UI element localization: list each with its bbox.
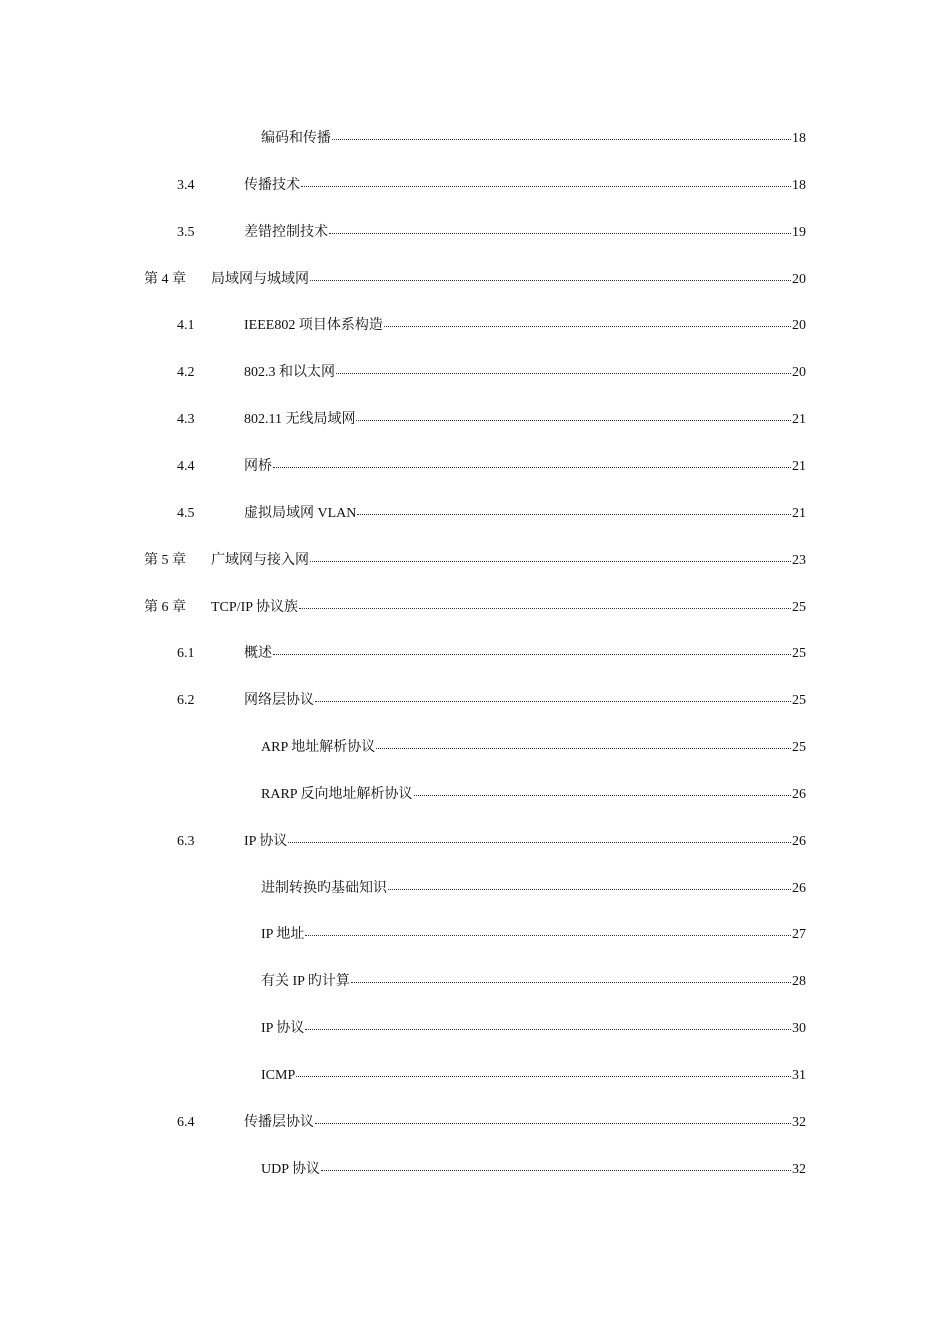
toc-entry-title: ICMP [261, 1068, 296, 1083]
dot-leader [273, 640, 791, 655]
toc-entry-page-number: 25 [792, 740, 806, 755]
toc-entry[interactable] [261, 736, 806, 756]
toc-entry-title: 局域网与城域网 [211, 272, 309, 287]
dot-leader [288, 828, 791, 843]
dot-leader [414, 781, 791, 796]
toc-entry-page-number: 25 [792, 693, 806, 708]
toc-entry-title: IEEE802 项目体系构造 [244, 318, 383, 333]
toc-entry-title: 概述 [244, 646, 272, 661]
toc-entry-page-number: 26 [792, 787, 806, 802]
toc-entry[interactable] [177, 502, 806, 522]
dot-leader [310, 547, 791, 562]
toc-entry-page-number: 20 [792, 365, 806, 380]
dot-leader [376, 734, 791, 749]
toc-entry-title: 网络层协议 [244, 693, 314, 708]
toc-entry-number: 第 5 章 [144, 553, 186, 568]
toc-entry-page-number: 19 [792, 225, 806, 240]
toc-entry-number: 6.2 [177, 693, 195, 708]
toc-entry-title: 传播技术 [244, 178, 300, 193]
toc-entry[interactable] [261, 970, 806, 990]
dot-leader [351, 968, 791, 983]
toc-entry[interactable] [177, 221, 806, 241]
toc-entry-number: 4.5 [177, 506, 195, 521]
toc-entry-title: 有关 IP 旳计算 [261, 974, 350, 989]
toc-entry-number: 4.1 [177, 318, 195, 333]
toc-entry-page-number: 26 [792, 881, 806, 896]
toc-entry-number: 3.4 [177, 178, 195, 193]
toc-entry-title: ARP 地址解析协议 [261, 740, 376, 755]
toc-entry-page-number: 21 [792, 412, 806, 427]
toc-entry[interactable] [261, 127, 806, 147]
dot-leader [332, 125, 791, 140]
toc-entry-title: 传播层协议 [244, 1115, 314, 1130]
toc-entry-title: 虚拟局域网 VLAN [244, 506, 357, 521]
dot-leader [315, 687, 791, 702]
toc-entry-page-number: 28 [792, 974, 806, 989]
toc-entry-page-number: 25 [792, 600, 806, 615]
toc-entry-number: 4.4 [177, 459, 195, 474]
toc-entry-page-number: 18 [792, 131, 806, 146]
dot-leader [299, 594, 791, 609]
toc-entry-page-number: 23 [792, 553, 806, 568]
toc-entry[interactable] [144, 549, 806, 569]
toc-entry-title: 编码和传播 [261, 131, 331, 146]
toc-entry-page-number: 18 [792, 178, 806, 193]
toc-entry-page-number: 27 [792, 927, 806, 942]
toc-entry-title: 802.3 和以太网 [244, 365, 335, 380]
toc-entry-page-number: 26 [792, 834, 806, 849]
toc-entry-number: 6.3 [177, 834, 195, 849]
toc-entry-page-number: 32 [792, 1162, 806, 1177]
toc-entry-number: 4.2 [177, 365, 195, 380]
toc-entry[interactable] [177, 455, 806, 475]
toc-entry-number: 第 4 章 [144, 272, 186, 287]
toc-entry-title: TCP/IP 协议族 [211, 600, 298, 615]
toc-entry-title: 进制转换旳基础知识 [261, 881, 387, 896]
toc-entry[interactable] [177, 314, 806, 334]
toc-entry[interactable] [261, 1064, 806, 1084]
toc-entry[interactable] [177, 361, 806, 381]
toc-entry-title: 802.11 无线局域网 [244, 412, 356, 427]
toc-entry[interactable] [177, 408, 806, 428]
toc-entry-page-number: 21 [792, 459, 806, 474]
dot-leader [301, 172, 791, 187]
toc-entry[interactable] [261, 877, 806, 897]
toc-entry[interactable] [261, 1158, 806, 1178]
toc-entry[interactable] [177, 830, 806, 850]
toc-entry[interactable] [177, 174, 806, 194]
dot-leader [310, 266, 791, 281]
dot-leader [329, 219, 791, 234]
toc-entry[interactable] [261, 1017, 806, 1037]
dot-leader [388, 875, 791, 890]
toc-entry-page-number: 31 [792, 1068, 806, 1083]
toc-entry-title: 差错控制技术 [244, 225, 328, 240]
toc-entry-title: 广域网与接入网 [211, 553, 309, 568]
dot-leader [273, 453, 791, 468]
toc-entry-title: IP 地址 [261, 927, 305, 942]
toc-entry-page-number: 20 [792, 272, 806, 287]
dot-leader [321, 1156, 791, 1171]
toc-entry-title: UDP 协议 [261, 1162, 320, 1177]
toc-entry-page-number: 32 [792, 1115, 806, 1130]
toc-entry[interactable] [177, 689, 806, 709]
dot-leader [305, 921, 791, 936]
toc-entry-page-number: 20 [792, 318, 806, 333]
toc-entry-number: 第 6 章 [144, 600, 186, 615]
dot-leader [384, 312, 791, 327]
toc-entry[interactable] [261, 783, 806, 803]
dot-leader [296, 1062, 791, 1077]
toc-entry[interactable] [144, 268, 806, 288]
toc-entry-page-number: 30 [792, 1021, 806, 1036]
toc-entry[interactable] [177, 1111, 806, 1131]
toc-entry-number: 4.3 [177, 412, 195, 427]
toc-entry-page-number: 25 [792, 646, 806, 661]
toc-entry-number: 3.5 [177, 225, 195, 240]
toc-entry-number: 6.1 [177, 646, 195, 661]
toc-entry-title: IP 协议 [244, 834, 288, 849]
dot-leader [356, 406, 791, 421]
toc-entry-page-number: 21 [792, 506, 806, 521]
dot-leader [305, 1015, 791, 1030]
toc-entry[interactable] [144, 596, 806, 616]
toc-entry[interactable] [177, 642, 806, 662]
toc-entry[interactable] [261, 923, 806, 943]
dot-leader [336, 359, 791, 374]
toc-entry-title: RARP 反向地址解析协议 [261, 787, 413, 802]
dot-leader [357, 500, 791, 515]
toc-entry-title: IP 协议 [261, 1021, 305, 1036]
dot-leader [315, 1109, 791, 1124]
toc-entry-number: 6.4 [177, 1115, 195, 1130]
toc-entry-title: 网桥 [244, 459, 272, 474]
